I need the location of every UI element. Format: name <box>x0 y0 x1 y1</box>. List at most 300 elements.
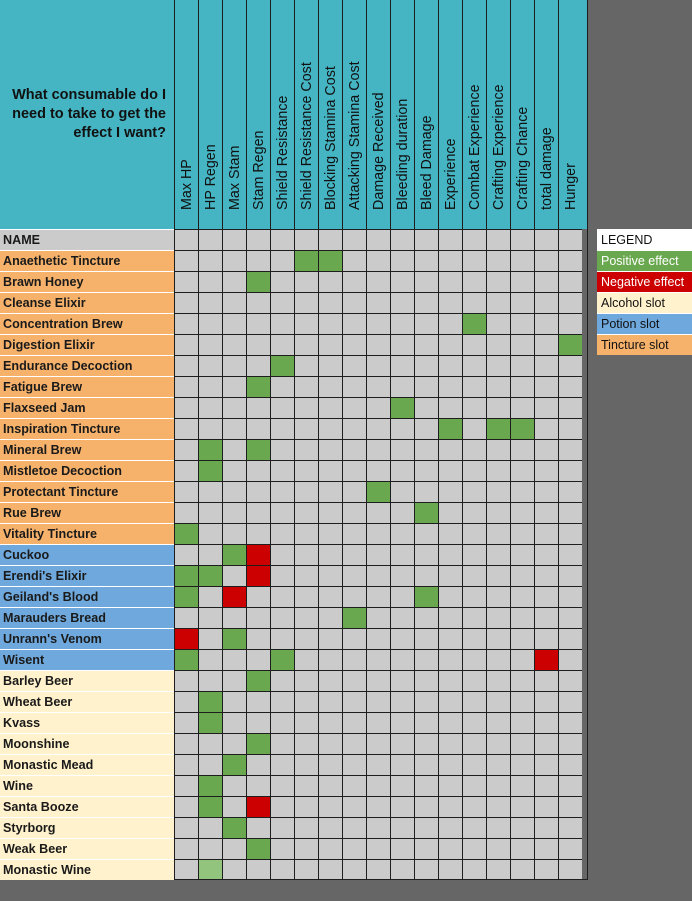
grid-cell[interactable] <box>366 271 390 292</box>
grid-cell[interactable] <box>342 271 366 292</box>
grid-cell[interactable] <box>414 271 438 292</box>
column-header[interactable] <box>342 0 367 229</box>
grid-cell[interactable] <box>246 817 270 838</box>
grid-cell[interactable] <box>174 313 198 334</box>
grid-cell[interactable] <box>534 670 558 691</box>
grid-cell[interactable] <box>294 628 318 649</box>
grid-cell[interactable] <box>246 628 270 649</box>
grid-cell[interactable] <box>270 523 294 544</box>
negative-effect-cell[interactable] <box>246 796 270 817</box>
grid-cell[interactable] <box>558 376 582 397</box>
grid-cell[interactable] <box>198 313 222 334</box>
grid-cell[interactable] <box>438 397 462 418</box>
grid-cell[interactable] <box>510 838 534 859</box>
grid-cell[interactable] <box>486 460 510 481</box>
grid-cell[interactable] <box>558 838 582 859</box>
grid-cell[interactable] <box>414 859 438 880</box>
positive-effect-cell[interactable] <box>366 481 390 502</box>
grid-cell[interactable] <box>414 775 438 796</box>
grid-cell[interactable] <box>222 355 246 376</box>
grid-cell[interactable] <box>414 607 438 628</box>
grid-cell[interactable] <box>270 796 294 817</box>
column-header[interactable] <box>246 0 271 229</box>
grid-cell[interactable] <box>366 607 390 628</box>
grid-cell[interactable] <box>270 334 294 355</box>
grid-cell[interactable] <box>510 334 534 355</box>
grid-cell[interactable] <box>342 796 366 817</box>
grid-cell[interactable] <box>534 355 558 376</box>
column-header[interactable] <box>534 0 559 229</box>
grid-cell[interactable] <box>318 565 342 586</box>
grid-cell[interactable] <box>342 313 366 334</box>
grid-cell[interactable] <box>198 838 222 859</box>
grid-cell[interactable] <box>366 859 390 880</box>
row-name[interactable]: Moonshine <box>0 733 174 754</box>
legend-item[interactable]: Alcohol slot <box>597 292 692 313</box>
grid-cell[interactable] <box>390 355 414 376</box>
grid-cell[interactable] <box>270 586 294 607</box>
positive-effect-cell[interactable] <box>246 271 270 292</box>
grid-cell[interactable] <box>174 796 198 817</box>
grid-cell[interactable] <box>438 838 462 859</box>
positive-effect-cell[interactable] <box>198 796 222 817</box>
column-header[interactable] <box>198 0 223 229</box>
row-name[interactable]: Mistletoe Decoction <box>0 460 174 481</box>
grid-cell[interactable] <box>558 250 582 271</box>
grid-cell[interactable] <box>510 355 534 376</box>
grid-cell[interactable] <box>414 334 438 355</box>
grid-cell[interactable] <box>294 586 318 607</box>
grid-cell[interactable] <box>510 649 534 670</box>
positive-effect-cell[interactable] <box>222 544 246 565</box>
grid-cell[interactable] <box>462 502 486 523</box>
grid-cell[interactable] <box>414 523 438 544</box>
grid-cell[interactable] <box>318 313 342 334</box>
grid-cell[interactable] <box>318 607 342 628</box>
grid-cell[interactable] <box>462 733 486 754</box>
grid-cell[interactable] <box>390 838 414 859</box>
grid-cell[interactable] <box>294 649 318 670</box>
grid-cell[interactable] <box>438 292 462 313</box>
positive-effect-cell[interactable] <box>246 838 270 859</box>
row-name[interactable]: Cleanse Elixir <box>0 292 174 313</box>
grid-cell[interactable] <box>510 691 534 712</box>
negative-effect-cell[interactable] <box>246 544 270 565</box>
negative-effect-cell[interactable] <box>534 649 558 670</box>
grid-cell[interactable] <box>294 544 318 565</box>
grid-cell[interactable] <box>510 397 534 418</box>
grid-cell[interactable] <box>294 691 318 712</box>
grid-cell[interactable] <box>462 397 486 418</box>
grid-cell[interactable] <box>342 502 366 523</box>
grid-cell[interactable] <box>198 649 222 670</box>
grid-cell[interactable] <box>462 439 486 460</box>
grid-cell[interactable] <box>390 544 414 565</box>
grid-cell[interactable] <box>390 376 414 397</box>
grid-cell[interactable] <box>174 712 198 733</box>
grid-cell[interactable] <box>462 481 486 502</box>
grid-cell[interactable] <box>222 250 246 271</box>
grid-cell[interactable] <box>366 649 390 670</box>
grid-cell[interactable] <box>390 460 414 481</box>
grid-cell[interactable] <box>246 712 270 733</box>
grid-cell[interactable] <box>198 418 222 439</box>
grid-cell[interactable] <box>294 502 318 523</box>
grid-cell[interactable] <box>246 460 270 481</box>
legend-item[interactable]: Potion slot <box>597 313 692 334</box>
grid-cell[interactable] <box>534 796 558 817</box>
row-name[interactable]: Monastic Wine <box>0 859 174 880</box>
grid-cell[interactable] <box>486 775 510 796</box>
grid-cell[interactable] <box>462 544 486 565</box>
grid-cell[interactable] <box>318 481 342 502</box>
grid-cell[interactable] <box>222 607 246 628</box>
grid-cell[interactable] <box>366 628 390 649</box>
grid-cell[interactable] <box>486 838 510 859</box>
grid-cell[interactable] <box>534 586 558 607</box>
grid-cell[interactable] <box>366 502 390 523</box>
grid-cell[interactable] <box>222 733 246 754</box>
row-name[interactable]: Erendi's Elixir <box>0 565 174 586</box>
grid-cell[interactable] <box>318 502 342 523</box>
row-name[interactable]: Rue Brew <box>0 502 174 523</box>
grid-cell[interactable] <box>438 628 462 649</box>
grid-cell[interactable] <box>486 439 510 460</box>
negative-effect-cell[interactable] <box>222 586 246 607</box>
grid-cell[interactable] <box>534 418 558 439</box>
grid-cell[interactable] <box>198 544 222 565</box>
grid-cell[interactable] <box>390 649 414 670</box>
grid-cell[interactable] <box>294 334 318 355</box>
positive-effect-cell[interactable] <box>222 817 246 838</box>
grid-cell[interactable] <box>222 313 246 334</box>
grid-cell[interactable] <box>342 628 366 649</box>
grid-cell[interactable] <box>198 628 222 649</box>
grid-cell[interactable] <box>558 775 582 796</box>
grid-cell[interactable] <box>438 754 462 775</box>
grid-cell[interactable] <box>414 691 438 712</box>
grid-cell[interactable] <box>558 481 582 502</box>
grid-cell[interactable] <box>246 355 270 376</box>
grid-cell[interactable] <box>366 796 390 817</box>
positive-effect-cell[interactable] <box>174 586 198 607</box>
grid-cell[interactable] <box>510 523 534 544</box>
grid-cell[interactable] <box>414 418 438 439</box>
grid-cell[interactable] <box>294 775 318 796</box>
grid-cell[interactable] <box>318 670 342 691</box>
grid-cell[interactable] <box>174 397 198 418</box>
grid-cell[interactable] <box>318 754 342 775</box>
grid-cell[interactable] <box>534 691 558 712</box>
grid-cell[interactable] <box>462 334 486 355</box>
grid-cell[interactable] <box>486 565 510 586</box>
grid-cell[interactable] <box>246 334 270 355</box>
grid-cell[interactable] <box>342 439 366 460</box>
grid-cell[interactable] <box>246 250 270 271</box>
grid-cell[interactable] <box>390 313 414 334</box>
grid-cell[interactable] <box>438 355 462 376</box>
grid-cell[interactable] <box>462 523 486 544</box>
grid-cell[interactable] <box>462 838 486 859</box>
grid-cell[interactable] <box>486 250 510 271</box>
row-name[interactable]: Concentration Brew <box>0 313 174 334</box>
grid-cell[interactable] <box>270 313 294 334</box>
grid-cell[interactable] <box>198 292 222 313</box>
grid-cell[interactable] <box>510 565 534 586</box>
grid-cell[interactable] <box>462 754 486 775</box>
grid-cell[interactable] <box>534 775 558 796</box>
grid-cell[interactable] <box>342 523 366 544</box>
row-name[interactable]: Vitality Tincture <box>0 523 174 544</box>
grid-cell[interactable] <box>390 481 414 502</box>
grid-cell[interactable] <box>198 670 222 691</box>
positive-effect-cell[interactable] <box>390 397 414 418</box>
grid-cell[interactable] <box>414 628 438 649</box>
grid-cell[interactable] <box>246 523 270 544</box>
grid-cell[interactable] <box>294 754 318 775</box>
grid-cell[interactable] <box>558 670 582 691</box>
grid-cell[interactable] <box>366 712 390 733</box>
name-column-header[interactable]: NAME <box>0 229 174 250</box>
grid-cell[interactable] <box>198 481 222 502</box>
positive-effect-cell[interactable] <box>270 649 294 670</box>
grid-cell[interactable] <box>270 733 294 754</box>
grid-cell[interactable] <box>534 271 558 292</box>
grid-cell[interactable] <box>342 691 366 712</box>
grid-cell[interactable] <box>342 418 366 439</box>
grid-cell[interactable] <box>294 481 318 502</box>
grid-cell[interactable] <box>534 439 558 460</box>
grid-cell[interactable] <box>510 439 534 460</box>
positive-effect-cell[interactable] <box>198 712 222 733</box>
grid-cell[interactable] <box>414 460 438 481</box>
grid-cell[interactable] <box>558 796 582 817</box>
grid-cell[interactable] <box>342 355 366 376</box>
grid-cell[interactable] <box>246 649 270 670</box>
grid-cell[interactable] <box>534 523 558 544</box>
column-header[interactable] <box>294 0 319 229</box>
grid-cell[interactable] <box>270 565 294 586</box>
row-name[interactable]: Cuckoo <box>0 544 174 565</box>
grid-cell[interactable] <box>534 733 558 754</box>
grid-cell[interactable] <box>366 397 390 418</box>
grid-cell[interactable] <box>534 565 558 586</box>
legend-title[interactable]: LEGEND <box>597 229 692 250</box>
grid-cell[interactable] <box>246 691 270 712</box>
grid-cell[interactable] <box>198 229 222 250</box>
grid-cell[interactable] <box>366 733 390 754</box>
grid-cell[interactable] <box>558 586 582 607</box>
grid-cell[interactable] <box>198 250 222 271</box>
grid-cell[interactable] <box>558 859 582 880</box>
grid-cell[interactable] <box>366 775 390 796</box>
grid-cell[interactable] <box>366 292 390 313</box>
grid-cell[interactable] <box>390 754 414 775</box>
grid-cell[interactable] <box>174 733 198 754</box>
grid-cell[interactable] <box>558 229 582 250</box>
grid-cell[interactable] <box>222 418 246 439</box>
grid-cell[interactable] <box>174 817 198 838</box>
grid-cell[interactable] <box>174 376 198 397</box>
grid-cell[interactable] <box>366 544 390 565</box>
grid-cell[interactable] <box>294 271 318 292</box>
negative-effect-cell[interactable] <box>246 565 270 586</box>
grid-cell[interactable] <box>318 775 342 796</box>
grid-cell[interactable] <box>246 586 270 607</box>
grid-cell[interactable] <box>486 754 510 775</box>
grid-cell[interactable] <box>318 544 342 565</box>
negative-effect-cell[interactable] <box>174 628 198 649</box>
grid-cell[interactable] <box>390 418 414 439</box>
grid-cell[interactable] <box>414 565 438 586</box>
grid-cell[interactable] <box>222 397 246 418</box>
grid-cell[interactable] <box>438 733 462 754</box>
grid-cell[interactable] <box>558 691 582 712</box>
row-name[interactable]: Wine <box>0 775 174 796</box>
grid-cell[interactable] <box>414 229 438 250</box>
grid-cell[interactable] <box>198 502 222 523</box>
grid-cell[interactable] <box>294 712 318 733</box>
grid-cell[interactable] <box>318 712 342 733</box>
grid-cell[interactable] <box>414 250 438 271</box>
positive-effect-cell[interactable] <box>510 418 534 439</box>
grid-cell[interactable] <box>222 691 246 712</box>
grid-cell[interactable] <box>222 523 246 544</box>
grid-cell[interactable] <box>294 439 318 460</box>
grid-cell[interactable] <box>246 775 270 796</box>
grid-cell[interactable] <box>246 229 270 250</box>
grid-cell[interactable] <box>390 271 414 292</box>
row-name[interactable]: Mineral Brew <box>0 439 174 460</box>
positive-effect-cell[interactable] <box>558 334 582 355</box>
grid-cell[interactable] <box>270 628 294 649</box>
grid-cell[interactable] <box>222 439 246 460</box>
grid-cell[interactable] <box>486 691 510 712</box>
grid-cell[interactable] <box>174 229 198 250</box>
grid-cell[interactable] <box>558 565 582 586</box>
grid-cell[interactable] <box>318 586 342 607</box>
grid-cell[interactable] <box>270 418 294 439</box>
grid-cell[interactable] <box>558 754 582 775</box>
grid-cell[interactable] <box>246 397 270 418</box>
grid-cell[interactable] <box>462 670 486 691</box>
row-name[interactable]: Kvass <box>0 712 174 733</box>
grid-cell[interactable] <box>510 229 534 250</box>
grid-cell[interactable] <box>462 229 486 250</box>
row-name[interactable]: Wheat Beer <box>0 691 174 712</box>
grid-cell[interactable] <box>534 334 558 355</box>
grid-cell[interactable] <box>222 565 246 586</box>
grid-cell[interactable] <box>222 481 246 502</box>
grid-cell[interactable] <box>486 229 510 250</box>
grid-cell[interactable] <box>486 523 510 544</box>
grid-cell[interactable] <box>438 691 462 712</box>
grid-cell[interactable] <box>486 334 510 355</box>
grid-cell[interactable] <box>246 502 270 523</box>
grid-cell[interactable] <box>510 607 534 628</box>
grid-cell[interactable] <box>462 775 486 796</box>
grid-cell[interactable] <box>174 292 198 313</box>
grid-cell[interactable] <box>534 754 558 775</box>
grid-cell[interactable] <box>294 376 318 397</box>
grid-cell[interactable] <box>222 229 246 250</box>
grid-cell[interactable] <box>510 628 534 649</box>
grid-cell[interactable] <box>390 859 414 880</box>
grid-cell[interactable] <box>414 292 438 313</box>
grid-cell[interactable] <box>486 481 510 502</box>
grid-cell[interactable] <box>174 607 198 628</box>
grid-cell[interactable] <box>294 670 318 691</box>
grid-cell[interactable] <box>342 229 366 250</box>
row-name[interactable]: Geiland's Blood <box>0 586 174 607</box>
grid-cell[interactable] <box>270 460 294 481</box>
positive-effect-cell[interactable] <box>222 628 246 649</box>
grid-cell[interactable] <box>558 355 582 376</box>
grid-cell[interactable] <box>390 796 414 817</box>
grid-cell[interactable] <box>558 460 582 481</box>
grid-cell[interactable] <box>342 460 366 481</box>
grid-cell[interactable] <box>270 859 294 880</box>
grid-cell[interactable] <box>438 670 462 691</box>
grid-cell[interactable] <box>246 607 270 628</box>
grid-cell[interactable] <box>462 292 486 313</box>
grid-cell[interactable] <box>534 628 558 649</box>
grid-cell[interactable] <box>438 376 462 397</box>
grid-cell[interactable] <box>414 817 438 838</box>
grid-cell[interactable] <box>198 523 222 544</box>
grid-cell[interactable] <box>270 481 294 502</box>
grid-cell[interactable] <box>342 292 366 313</box>
grid-cell[interactable] <box>366 334 390 355</box>
grid-cell[interactable] <box>390 817 414 838</box>
grid-cell[interactable] <box>390 586 414 607</box>
grid-cell[interactable] <box>414 733 438 754</box>
grid-cell[interactable] <box>462 355 486 376</box>
grid-cell[interactable] <box>390 691 414 712</box>
grid-cell[interactable] <box>390 775 414 796</box>
grid-cell[interactable] <box>558 733 582 754</box>
grid-cell[interactable] <box>462 628 486 649</box>
grid-cell[interactable] <box>222 796 246 817</box>
grid-cell[interactable] <box>294 565 318 586</box>
column-header[interactable] <box>318 0 343 229</box>
column-header[interactable] <box>486 0 511 229</box>
grid-cell[interactable] <box>438 586 462 607</box>
grid-cell[interactable] <box>198 754 222 775</box>
grid-cell[interactable] <box>246 313 270 334</box>
grid-cell[interactable] <box>294 313 318 334</box>
grid-cell[interactable] <box>318 376 342 397</box>
grid-cell[interactable] <box>318 796 342 817</box>
grid-cell[interactable] <box>342 586 366 607</box>
grid-cell[interactable] <box>174 670 198 691</box>
grid-cell[interactable] <box>294 460 318 481</box>
positive-effect-cell[interactable] <box>438 418 462 439</box>
grid-cell[interactable] <box>462 586 486 607</box>
grid-cell[interactable] <box>198 733 222 754</box>
grid-cell[interactable] <box>318 838 342 859</box>
grid-cell[interactable] <box>294 418 318 439</box>
grid-cell[interactable] <box>414 481 438 502</box>
grid-cell[interactable] <box>438 712 462 733</box>
row-name[interactable]: Styrborg <box>0 817 174 838</box>
grid-cell[interactable] <box>558 313 582 334</box>
row-name[interactable]: Unrann's Venom <box>0 628 174 649</box>
grid-cell[interactable] <box>366 565 390 586</box>
grid-cell[interactable] <box>438 796 462 817</box>
grid-cell[interactable] <box>366 817 390 838</box>
positive-effect-cell[interactable] <box>198 439 222 460</box>
